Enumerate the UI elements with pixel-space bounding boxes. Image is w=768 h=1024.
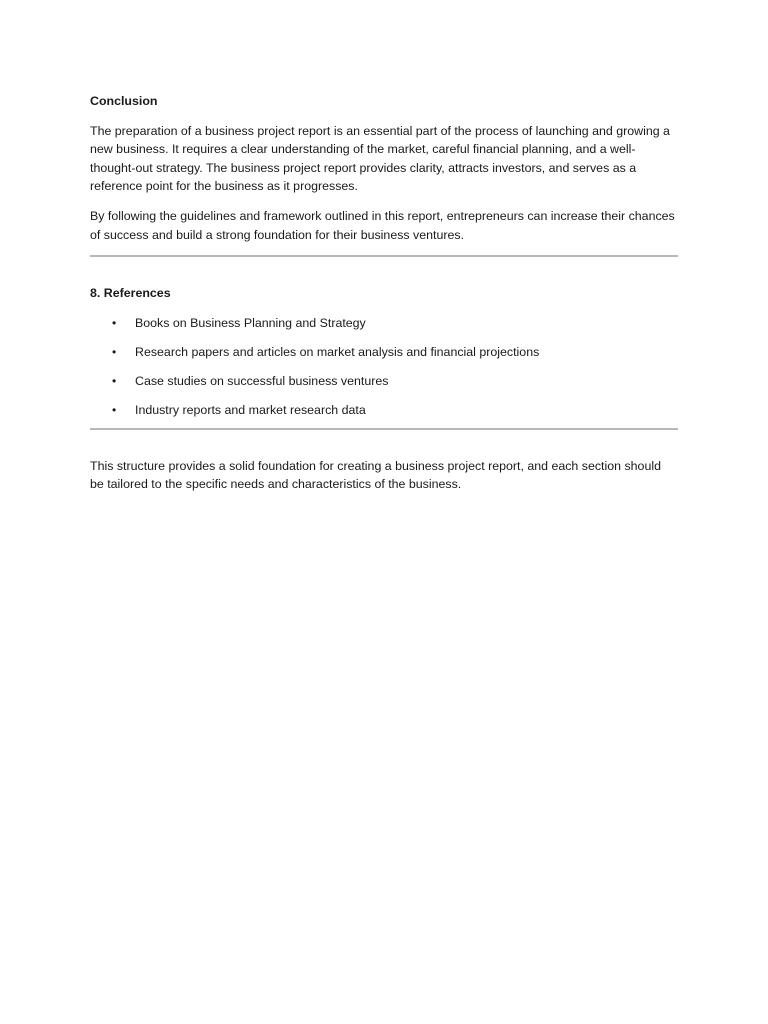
list-item xyxy=(90,343,678,372)
conclusion-paragraph-2: By following the guidelines and framework outlined in this report, entrepreneurs can increase their chances of success and build a strong foundation for their business ventures. xyxy=(90,208,675,242)
list-item xyxy=(90,314,678,343)
references-list xyxy=(90,314,678,420)
bullet-icon: • xyxy=(112,315,117,330)
conclusion-paragraph-1: The preparation of a business project report is an essential part of the process of launching and growing a new business. It requires a clear understanding of the market, careful financial planning, and a well-thought-out strategy. The business project report provides clarity, attracts investors, and serves as a reference point for the business as it progresses. xyxy=(90,123,670,194)
bullet-icon: • xyxy=(112,344,117,359)
document-page xyxy=(90,92,678,505)
list-item-text: Case studies on successful business ventures xyxy=(135,373,389,388)
list-item-text: Industry reports and market research data xyxy=(135,402,366,417)
references-heading: 8. References xyxy=(90,286,171,301)
section-divider xyxy=(90,255,678,257)
bullet-icon: • xyxy=(112,373,117,388)
section-divider xyxy=(90,428,678,430)
closing-paragraph: This structure provides a solid foundation for creating a business project report, and each section should be tailored to the specific needs and characteristics of the business. xyxy=(90,458,661,492)
list-item xyxy=(90,401,678,420)
list-item-text: Books on Business Planning and Strategy xyxy=(135,315,366,330)
list-item xyxy=(90,372,678,401)
conclusion-heading: Conclusion xyxy=(90,94,158,108)
list-item-text: Research papers and articles on market analysis and financial projections xyxy=(135,344,540,359)
bullet-icon: • xyxy=(112,402,117,417)
